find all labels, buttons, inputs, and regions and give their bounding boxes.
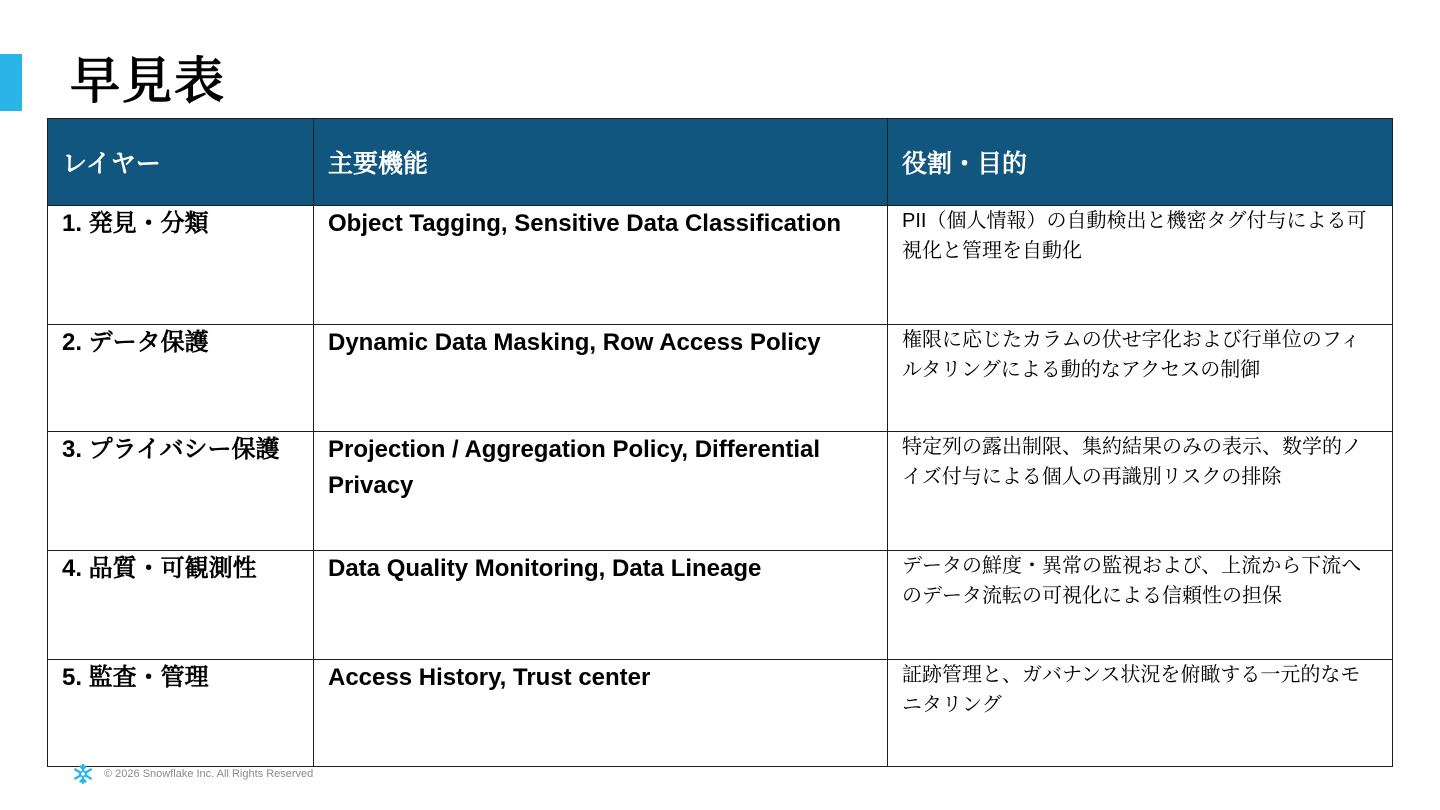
snowflake-icon bbox=[72, 763, 94, 785]
layer-cell: 3. プライバシー保護 bbox=[48, 432, 314, 551]
role-cell: 特定列の露出制限、集約結果のみの表示、数学的ノイズ付与による個人の再識別リスクの排除 bbox=[888, 432, 1393, 551]
feature-cell: Object Tagging, Sensitive Data Classification bbox=[314, 206, 888, 325]
table-row bbox=[48, 551, 1393, 660]
feature-cell: Data Quality Monitoring, Data Lineage bbox=[314, 551, 888, 660]
title-accent-bar bbox=[0, 54, 22, 111]
header-role: 役割・目的 bbox=[888, 119, 1393, 206]
feature-cell: Dynamic Data Masking, Row Access Policy bbox=[314, 325, 888, 432]
layer-cell: 4. 品質・可観測性 bbox=[48, 551, 314, 660]
footer bbox=[72, 763, 313, 785]
layer-cell: 5. 監査・管理 bbox=[48, 660, 314, 767]
role-cell: 証跡管理と、ガバナンス状況を俯瞰する一元的なモニタリング bbox=[888, 660, 1393, 767]
layer-cell: 2. データ保護 bbox=[48, 325, 314, 432]
table-header-row bbox=[48, 119, 1393, 206]
table-row bbox=[48, 325, 1393, 432]
table-row bbox=[48, 206, 1393, 325]
header-layer: レイヤー bbox=[48, 119, 314, 206]
header-feature: 主要機能 bbox=[314, 119, 888, 206]
role-cell: PII（個人情報）の自動検出と機密タグ付与による可視化と管理を自動化 bbox=[888, 206, 1393, 325]
page-title: 早見表 bbox=[70, 53, 226, 109]
role-cell: 権限に応じたカラムの伏せ字化および行単位のフィルタリングによる動的なアクセスの制御 bbox=[888, 325, 1393, 432]
copyright-text: © 2026 Snowflake Inc. All Rights Reserved bbox=[104, 768, 314, 780]
table-row bbox=[48, 660, 1393, 767]
overview-table bbox=[47, 118, 1393, 767]
layer-cell: 1. 発見・分類 bbox=[48, 206, 314, 325]
table-row bbox=[48, 432, 1393, 551]
feature-cell: Projection / Aggregation Policy, Differential Privacy bbox=[314, 432, 888, 551]
feature-cell: Access History, Trust center bbox=[314, 660, 888, 767]
role-cell: データの鮮度・異常の監視および、上流から下流へのデータ流転の可視化による信頼性の担保 bbox=[888, 551, 1393, 660]
